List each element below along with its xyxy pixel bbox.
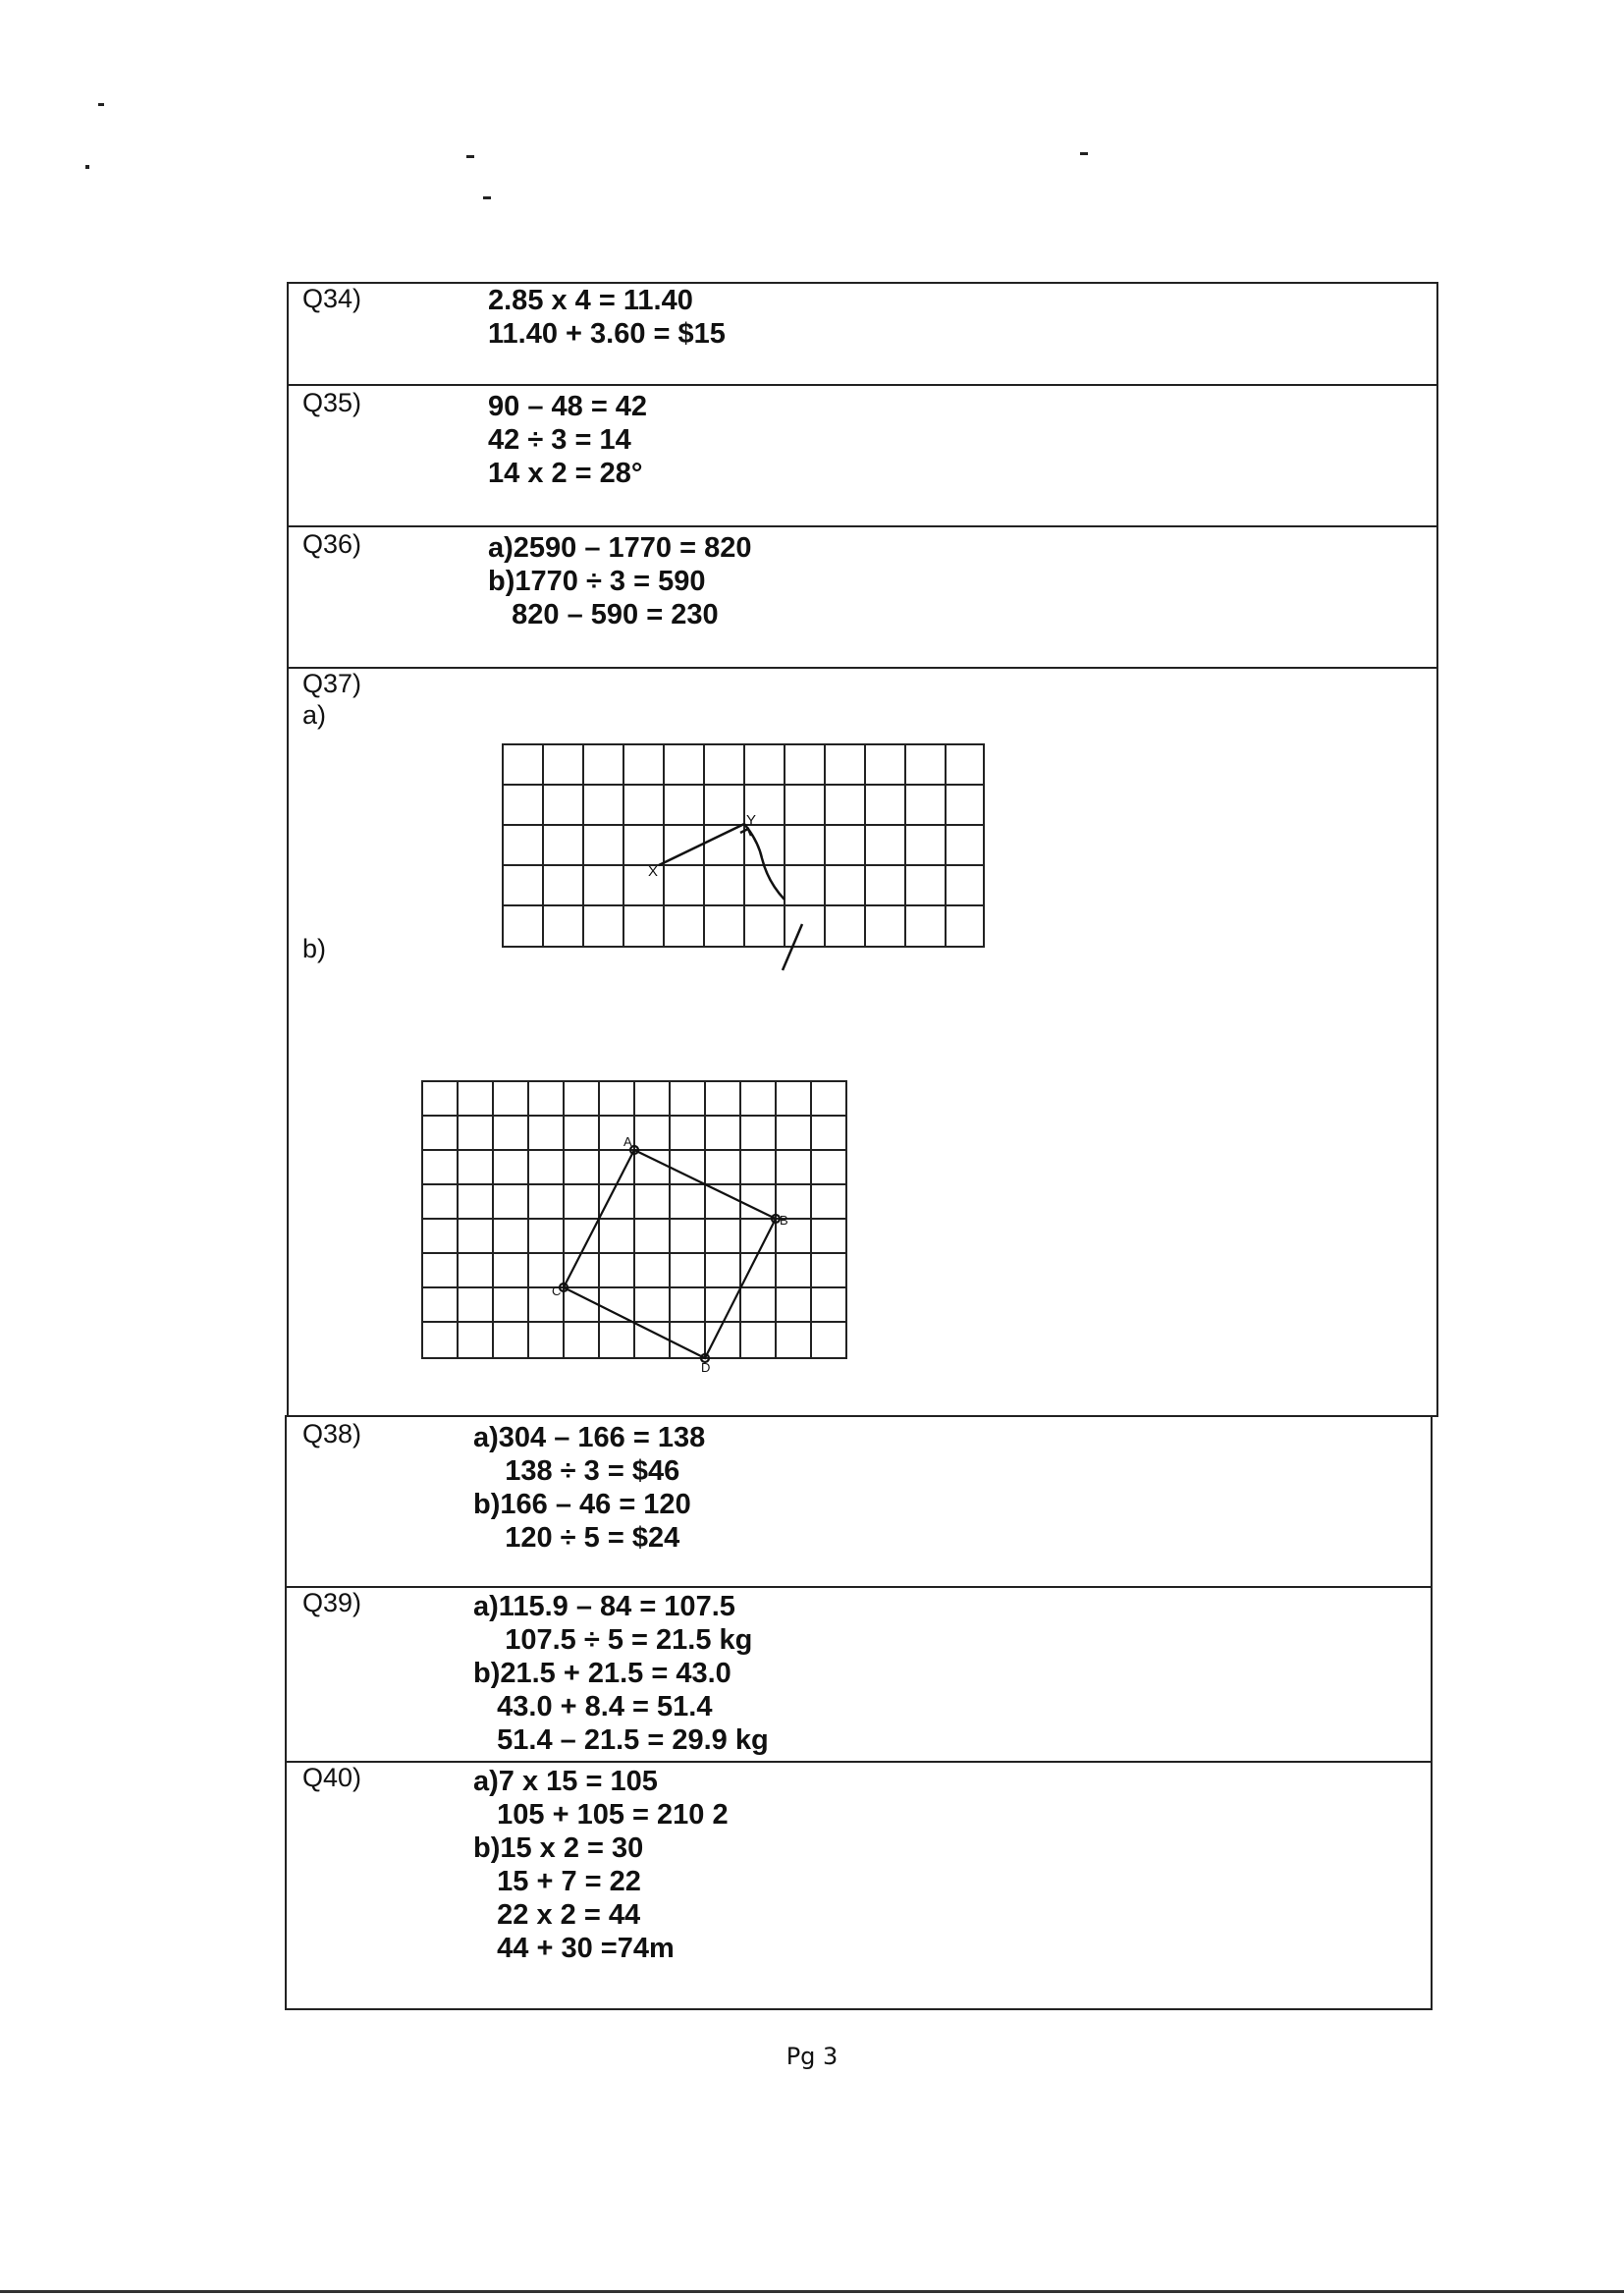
question-q40 [285, 1761, 1433, 2010]
answer-line: 51.4 – 21.5 = 29.9 kg [473, 1724, 769, 1756]
answer-line: 44 + 30 =74m [473, 1933, 675, 1964]
answer-working [473, 1421, 705, 1555]
answer-line: a)2590 – 1770 = 820 [488, 532, 752, 564]
answer-line: 11.40 + 3.60 = $15 [488, 318, 726, 350]
answer-line: a)7 x 15 = 105 [473, 1766, 658, 1797]
point-label-d: D [701, 1360, 711, 1374]
question-label: Q35) [302, 388, 362, 417]
answer-working [473, 1765, 729, 1965]
point-label-a: A [623, 1134, 632, 1149]
question-q34 [287, 282, 1438, 386]
question-label: Q39) [302, 1588, 362, 1617]
question-label: Q40) [302, 1763, 362, 1792]
question-q38 [285, 1415, 1433, 1588]
scan-speck [466, 155, 474, 158]
answer-working [473, 1590, 769, 1757]
question-q36 [287, 525, 1438, 669]
page-bottom-rule [0, 2290, 1624, 2293]
answer-line: b)15 x 2 = 30 [473, 1832, 644, 1864]
answer-line: a)115.9 – 84 = 107.5 [473, 1591, 735, 1622]
answer-line: 43.0 + 8.4 = 51.4 [473, 1691, 713, 1722]
question-label: Q36) [302, 529, 362, 559]
answer-line: 14 x 2 = 28° [488, 458, 643, 489]
answer-line: 820 – 590 = 230 [488, 599, 719, 630]
page-number: Pg 3 [785, 2043, 839, 2070]
answer-working [488, 390, 647, 490]
point-label-x: X [648, 863, 659, 880]
part-b-label: b) [302, 934, 327, 963]
answer-line: 105 + 105 = 210 2 [473, 1799, 729, 1831]
answer-line: a)304 – 166 = 138 [473, 1422, 706, 1453]
answer-line: 2.85 x 4 = 11.40 [488, 285, 693, 316]
scan-speck [98, 103, 104, 106]
answer-line: b)166 – 46 = 120 [473, 1489, 691, 1520]
part-a-label: a) [302, 700, 327, 730]
question-label: Q34) [302, 284, 362, 313]
question-q39 [285, 1586, 1433, 1763]
answer-working [488, 531, 752, 631]
answer-line: b)21.5 + 21.5 = 43.0 [473, 1658, 731, 1689]
answer-line: b)1770 ÷ 3 = 590 [488, 566, 706, 597]
answer-line: 120 ÷ 5 = $24 [473, 1522, 680, 1554]
answer-working [488, 284, 726, 351]
question-label: Q37) [302, 669, 362, 698]
answer-line: 15 + 7 = 22 [473, 1866, 641, 1897]
point-label-b: B [780, 1213, 788, 1228]
question-label: Q38) [302, 1419, 362, 1449]
answer-line: 138 ÷ 3 = $46 [473, 1455, 680, 1487]
answer-line: 22 x 2 = 44 [473, 1899, 641, 1931]
scan-speck [1080, 152, 1088, 155]
answer-line: 90 – 48 = 42 [488, 391, 648, 422]
answer-line: 42 ÷ 3 = 14 [488, 424, 631, 456]
point-label-c: C [552, 1284, 562, 1298]
point-label-y: Y [746, 812, 757, 829]
grid-diagram-a [501, 742, 997, 993]
question-q37 [287, 667, 1438, 1417]
scan-speck [85, 165, 89, 169]
question-q35 [287, 384, 1438, 527]
answer-line: 107.5 ÷ 5 = 21.5 kg [473, 1624, 753, 1656]
scan-speck [483, 196, 491, 199]
grid-diagram-b [420, 1079, 852, 1374]
